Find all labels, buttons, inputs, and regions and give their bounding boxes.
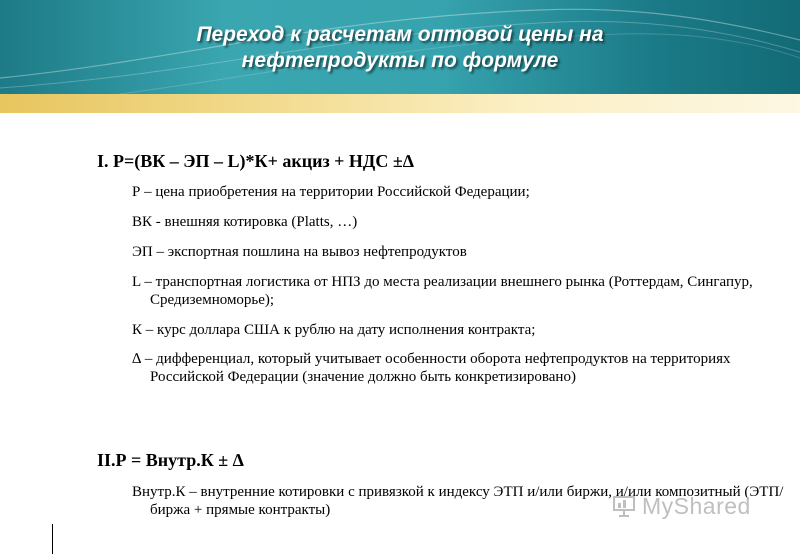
definition-p: Р – цена приобретения на территории Российской Федерации;	[132, 184, 530, 200]
definition-l: L – транспортная логистика от НПЗ до места реализации внешнего рынка (Роттердам, Сингапур, Средиземноморье);	[132, 274, 753, 308]
slide-title-line-2: нефтепродукты по формуле	[241, 49, 559, 72]
left-vertical-rule	[52, 524, 53, 554]
definition-vk: ВК - внешняя котировка (Platts, …)	[132, 214, 358, 230]
definition-delta: ∆ – дифференциал, который учитывает особенности оборота нефтепродуктов на территориях Российской Федерации (значение должно быть конкретизировано)	[132, 351, 731, 385]
definition-ep: ЭП – экспортная пошлина на вывоз нефтепродуктов	[132, 244, 467, 260]
watermark-text: MyShared	[642, 493, 751, 519]
definition-k: К – курс доллара США к рублю на дату исполнения контракта;	[132, 322, 536, 338]
watermark	[612, 491, 772, 521]
formula-1-heading: I. Р=(ВК – ЭП – L)*К+ акциз + НДС ±∆	[97, 151, 414, 171]
formula-2-heading: II.Р = Внутр.К ± ∆	[97, 450, 244, 470]
definition-vnutr-k: Внутр.К – внутренние котировки с привязкой к индексу ЭТП и/или биржи, и/или композитный (ЭТП/биржа + прямые контракты)	[132, 484, 784, 518]
slide-title-line-1: Переход к расчетам оптовой цены на	[196, 23, 604, 46]
presentation-board-icon	[612, 494, 636, 518]
